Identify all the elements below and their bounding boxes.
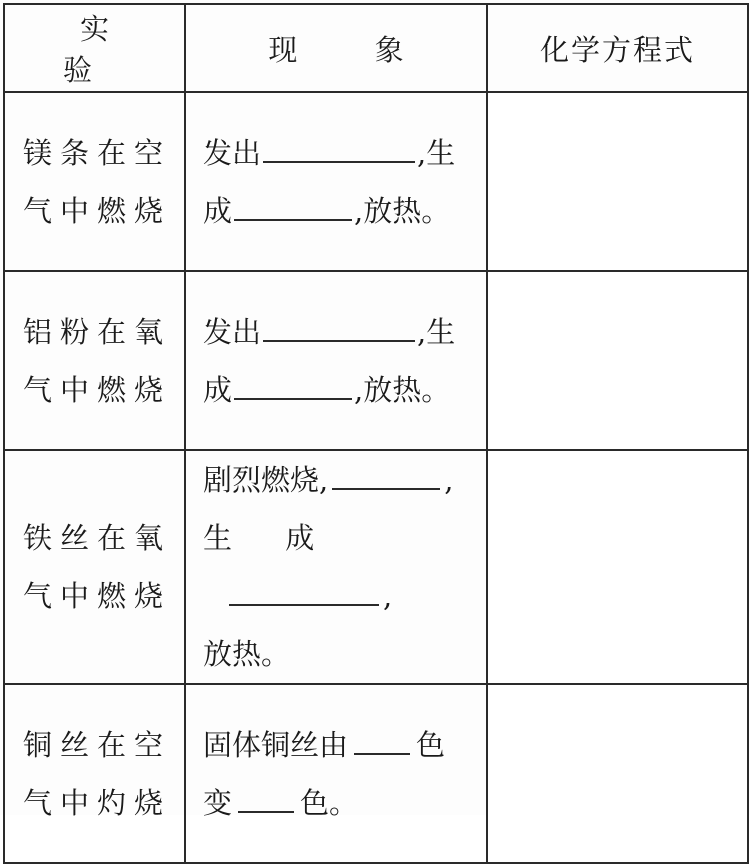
answer-blank[interactable]	[263, 314, 415, 342]
table-row-copper	[4, 684, 748, 863]
experiment-line: 铜丝在空	[23, 727, 172, 762]
experiment-table	[3, 3, 749, 864]
answer-blank[interactable]	[238, 785, 294, 813]
phenomenon-text: 成	[203, 372, 233, 407]
experiment-line: 气中燃烧	[23, 372, 172, 407]
phenomenon-text: 发出	[203, 135, 262, 170]
phenomenon-text: ,生	[417, 314, 456, 349]
experiment-line: 气中燃烧	[23, 579, 172, 613]
answer-blank[interactable]	[234, 372, 352, 400]
phenomenon-text: 成	[203, 193, 233, 228]
phenomenon-line	[203, 124, 486, 182]
phenomenon-text: ,	[444, 463, 454, 497]
answer-blank[interactable]	[332, 462, 440, 490]
experiment-cell	[4, 92, 185, 271]
phenomenon-text: 发出	[203, 314, 262, 349]
experiment-line: 气中灼烧	[23, 785, 172, 820]
phenomenon-text: 变	[203, 785, 233, 820]
table-row-aluminum	[4, 271, 748, 450]
phenomenon-cell	[185, 684, 487, 863]
phenomenon-line	[203, 361, 486, 419]
phenomenon-text: 剧烈燃烧,	[203, 463, 329, 497]
phenomenon-cell	[185, 92, 487, 271]
experiment-line: 气中燃烧	[23, 193, 172, 228]
header-experiment: 实 验	[4, 4, 185, 92]
phenomenon-line	[203, 509, 486, 625]
equation-answer-cell[interactable]	[487, 450, 748, 684]
table-header-row	[4, 4, 748, 92]
equation-answer-cell[interactable]	[487, 271, 748, 450]
phenomenon-line	[203, 716, 486, 774]
phenomenon-text: 色。	[300, 785, 359, 820]
phenomenon-cell	[185, 271, 487, 450]
equation-answer-cell[interactable]	[487, 684, 748, 863]
phenomenon-text: ,	[383, 579, 393, 613]
experiment-cell	[4, 684, 185, 863]
phenomenon-line	[203, 303, 486, 361]
phenomenon-line	[203, 182, 486, 240]
answer-blank[interactable]	[354, 727, 410, 755]
phenomenon-text: ,放热。	[354, 372, 451, 407]
header-equation: 化学方程式	[487, 4, 748, 92]
phenomenon-line: 放热。	[203, 637, 291, 671]
phenomenon-line	[203, 774, 486, 832]
answer-blank[interactable]	[229, 578, 379, 606]
answer-blank[interactable]	[263, 135, 415, 163]
phenomenon-line	[203, 451, 486, 509]
phenomenon-cell	[185, 450, 487, 684]
phenomenon-text: ,生	[417, 135, 456, 170]
equation-answer-cell[interactable]	[487, 92, 748, 271]
phenomenon-text: 固体铜丝由	[203, 727, 349, 762]
table-row-iron	[4, 450, 748, 684]
experiment-cell	[4, 450, 185, 684]
phenomenon-text: ,放热。	[354, 193, 451, 228]
answer-blank[interactable]	[234, 193, 352, 221]
experiment-cell	[4, 271, 185, 450]
experiment-line: 镁条在空	[23, 135, 172, 170]
phenomenon-text: 色	[416, 727, 446, 762]
experiment-line: 铝粉在氧	[23, 314, 172, 349]
phenomenon-text: 生 成	[203, 521, 337, 555]
table-row-magnesium	[4, 92, 748, 271]
header-phenomenon: 现 象	[185, 4, 487, 92]
experiment-line: 铁丝在氧	[23, 521, 172, 555]
